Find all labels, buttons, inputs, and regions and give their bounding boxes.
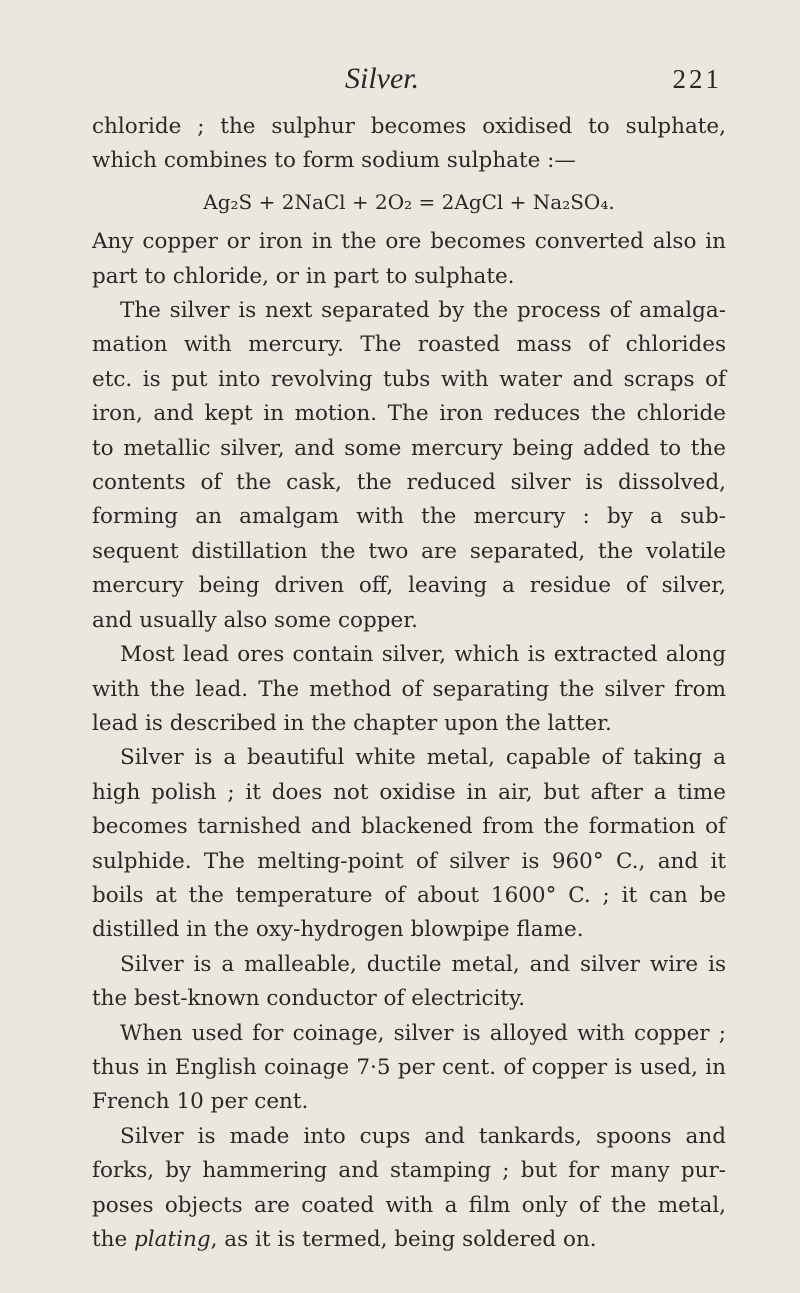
text-line: mation with mercury. The roasted mass of chlorides [92,332,726,358]
text-line: chloride ; the sulphur becomes oxidised to sulphate, [92,114,726,139]
body-text [92,110,726,1257]
text-line: The silver is next separated by the process of amalga- [120,298,726,324]
paragraph [92,225,726,294]
text-line: lead is described in the chapter upon the latter. [92,710,612,736]
text-line: When used for coinage, silver is alloyed with copper ; [120,1020,726,1046]
text-line: and usually also some copper. [92,607,418,633]
paragraph [92,948,726,1017]
text-line: becomes tarnished and blackened from the formation of [92,814,726,840]
text-line: Silver is a beautiful white metal, capable of taking a [120,745,726,771]
text-line: high polish ; it does not oxidise in air, but after a time [92,779,726,805]
text-line: Silver is a malleable, ductile metal, and silver wire is [120,951,726,977]
text-fragment: , as it is termed, being soldered on. [210,1227,597,1252]
text-line [92,1223,726,1257]
text-line: part to chloride, or in part to sulphate. [92,263,515,289]
text-line: thus in English coinage 7·5 per cent. of copper is used, in [92,1054,726,1080]
text-line: the best-known conductor of electricity. [92,986,526,1012]
paragraph [92,110,726,179]
equation-text: Ag₂S + 2NaCl + 2O₂ = 2AgCl + Na₂SO₄. [203,189,615,214]
text-line: which combines to form sodium sulphate :— [92,148,576,174]
text-line: forming an amalgam with the mercury : by a sub- [92,504,726,530]
text-line: iron, and kept in motion. The iron reduces the chloride [92,401,726,427]
text-line: mercury being driven off, leaving a residue of silver, [92,573,726,599]
paragraph [92,1017,726,1120]
paragraph [92,1120,726,1258]
page-number: 221 [672,64,722,94]
text-line: forks, by hammering and stamping ; but for many pur- [92,1158,726,1184]
text-line: Most lead ores contain silver, which is extracted along [120,642,726,668]
text-line: contents of the cask, the reduced silver is dissolved, [92,470,726,496]
chemical-equation [92,185,726,219]
text-line: poses objects are coated with a film only of the metal, [92,1192,726,1218]
text-line: boils at the temperature of about 1600° C. ; it can be [92,882,726,908]
paragraph [92,741,726,947]
text-line: sequent distillation the two are separated, the volatile [92,538,726,564]
paragraph [92,638,726,741]
italic-term: plating [134,1227,211,1252]
paragraph [92,294,726,638]
text-line: with the lead. The method of separating the silver from [92,676,726,702]
text-line: French 10 per cent. [92,1089,309,1115]
text-line: Any copper or iron in the ore becomes converted also in [92,229,726,255]
text-line: to metallic silver, and some mercury being added to the [92,435,726,461]
text-fragment: the [92,1227,135,1252]
text-line: distilled in the oxy-hydrogen blowpipe flame. [92,917,584,943]
text-line: etc. is put into revolving tubs with water and scraps of [92,366,726,392]
text-line: sulphide. The melting-point of silver is 960° C., and it [92,848,726,874]
running-title: Silver. [345,62,420,95]
running-header [0,62,800,102]
text-line: Silver is made into cups and tankards, spoons and [120,1123,726,1149]
